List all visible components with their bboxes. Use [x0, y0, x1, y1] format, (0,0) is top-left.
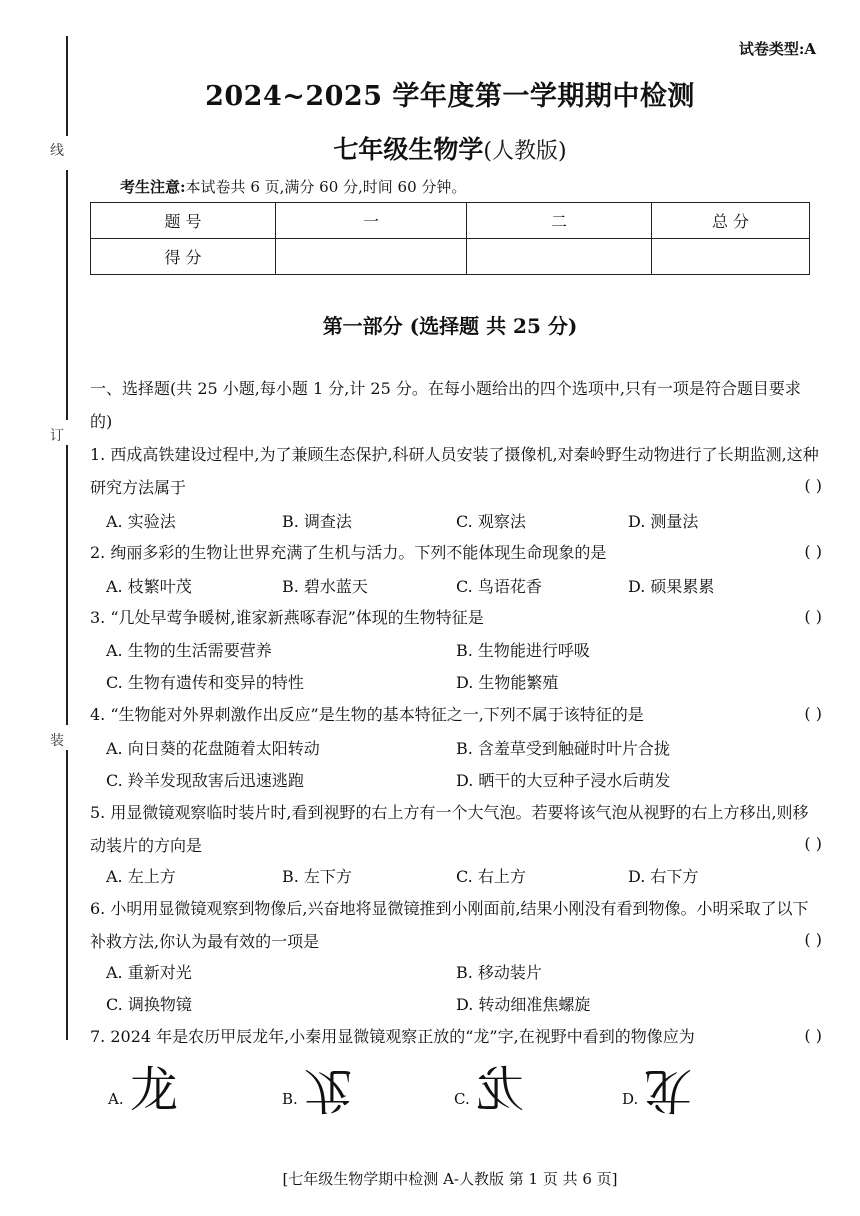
score-table-header-row	[91, 203, 810, 239]
binding-mark-zhuang: 装	[50, 733, 64, 749]
option: B. 碧水蓝天	[282, 577, 368, 596]
option: A. 向日葵的花盘随着太阳转动	[106, 739, 320, 758]
binding-line	[66, 750, 68, 1040]
option: C. 羚羊发现敌害后迅速逃跑	[106, 771, 304, 790]
score-cell: 总 分	[652, 203, 810, 239]
page-footer: [七年级生物学期中检测 A-人教版 第 1 页 共 6 页]	[282, 1170, 618, 1188]
option: C.	[454, 1090, 470, 1108]
dragon-char-upright: 龙	[130, 1062, 179, 1118]
option: B. 含羞草受到触碰时叶片合拢	[456, 739, 670, 758]
option: C. 生物有遗传和变异的特性	[106, 673, 304, 692]
option: D.	[622, 1090, 639, 1108]
edition: (人教版)	[483, 139, 567, 164]
score-input-cell[interactable]	[467, 239, 652, 275]
subject: 七年级生物学	[333, 135, 484, 164]
option: B. 调查法	[282, 512, 352, 531]
paper-type: 试卷类型:A	[738, 40, 816, 58]
part-title: 第一部分 (选择题 共 25 分)	[322, 314, 578, 338]
question-4-stem: 4. “生物能对外界刺激作出反应”是生物的基本特征之一,下列不属于该特征的是	[90, 705, 644, 724]
notice-label: 考生注意:	[120, 178, 186, 196]
binding-line	[66, 170, 68, 420]
question-6-stem: 6. 小明用显微镜观察到物像后,兴奋地将显微镜推到小刚面前,结果小刚没有看到物像。小明采取了以下补救方法,你认为最有效的一项是	[90, 899, 809, 951]
score-cell: 题 号	[91, 203, 276, 239]
answer-paren: ( )	[804, 542, 822, 561]
question-1-stem: 1. 西成高铁建设过程中,为了兼顾生态保护,科研人员安装了摄像机,对秦岭野生动物进行了长期监测,这种研究方法属于	[90, 445, 819, 497]
option: A.	[108, 1090, 124, 1108]
option: B. 左下方	[282, 867, 352, 886]
score-cell: 一	[276, 203, 467, 239]
score-input-cell[interactable]	[276, 239, 467, 275]
score-table-score-row	[91, 239, 810, 275]
answer-paren: ( )	[804, 834, 822, 853]
option: B. 生物能进行呼吸	[456, 641, 590, 660]
option: D. 测量法	[628, 512, 699, 531]
answer-paren: ( )	[804, 476, 822, 495]
option: D. 右下方	[628, 867, 699, 886]
option: A. 枝繁叶茂	[106, 577, 192, 596]
option: B.	[282, 1090, 298, 1108]
option: B. 移动装片	[456, 963, 542, 982]
score-cell: 二	[467, 203, 652, 239]
answer-paren: ( )	[804, 1026, 822, 1045]
option: C. 右上方	[456, 867, 526, 886]
option: A. 左上方	[106, 867, 176, 886]
option: A. 实验法	[106, 512, 176, 531]
binding-line	[66, 445, 68, 725]
score-table	[90, 202, 810, 275]
dragon-char-flipped-horizontal: 龙	[476, 1062, 525, 1118]
answer-paren: ( )	[804, 704, 822, 723]
dragon-char-flipped-vertical: 龙	[304, 1062, 353, 1118]
binding-mark-ding: 订	[50, 428, 64, 444]
option: A. 重新对光	[106, 963, 192, 982]
answer-paren: ( )	[804, 930, 822, 949]
exam-title: 2024~2025 学年度第一学期期中检测	[205, 81, 695, 112]
binding-mark-xian: 线	[50, 143, 64, 159]
score-input-cell[interactable]	[652, 239, 810, 275]
dragon-char-rotated-180: 龙	[644, 1062, 693, 1118]
option: D. 硕果累累	[628, 577, 715, 596]
option: C. 调换物镜	[106, 995, 192, 1014]
option: A. 生物的生活需要营养	[106, 641, 272, 660]
option: C. 观察法	[456, 512, 526, 531]
question-3-stem: 3. “几处早莺争暖树,谁家新燕啄春泥”体现的生物特征是	[90, 608, 484, 627]
answer-paren: ( )	[804, 607, 822, 626]
question-2-stem: 2. 绚丽多彩的生物让世界充满了生机与活力。下列不能体现生命现象的是	[90, 543, 607, 562]
option: D. 转动细准焦螺旋	[456, 995, 591, 1014]
notice-text: 本试卷共 6 页,满分 60 分,时间 60 分钟。	[185, 178, 467, 196]
exam-subtitle	[0, 130, 860, 166]
option: D. 生物能繁殖	[456, 673, 559, 692]
candidate-notice	[120, 176, 466, 197]
option: D. 晒干的大豆种子浸水后萌发	[456, 771, 671, 790]
question-7-stem: 7. 2024 年是农历甲辰龙年,小秦用显微镜观察正放的“龙”字,在视野中看到的物像应为	[90, 1027, 695, 1046]
section-heading: 一、选择题(共 25 小题,每小题 1 分,计 25 分。在每小题给出的四个选项中,只有一项是符合题目要求的)	[90, 379, 801, 431]
option: C. 鸟语花香	[456, 577, 542, 596]
question-5-stem: 5. 用显微镜观察临时装片时,看到视野的右上方有一个大气泡。若要将该气泡从视野的右上方移出,则移动装片的方向是	[90, 803, 809, 855]
score-cell: 得 分	[91, 239, 276, 275]
